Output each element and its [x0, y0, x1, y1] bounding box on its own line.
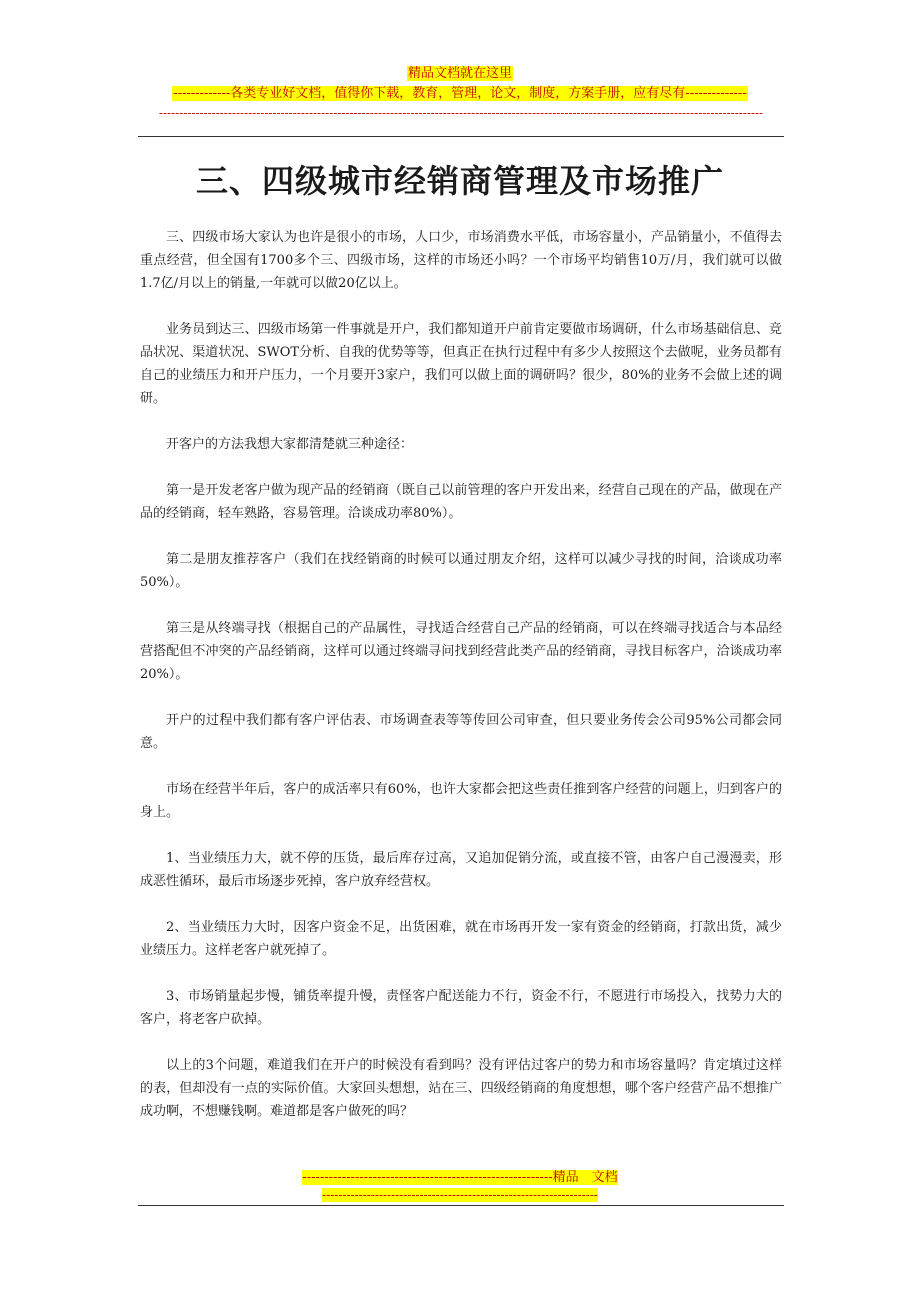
footer-divider [138, 1205, 784, 1206]
paragraph: 业务员到达三、四级市场第一件事就是开户，我们都知道开户前肯定要做市场调研，什么市场基础信息、竞品状况、渠道状况、SWOT分析、自我的优势等等，但真正在执行过程中有多少人按照这个去做呢，业务员都有自己的业绩压力和开户压力，一个月要开3家户，我们可以做上面的调研吗？很少，80%的业务不会做上述的调研。 [140, 322, 782, 406]
paragraph: 1、当业绩压力大，就不停的压货，最后库存过高，又追加促销分流，或直接不管，由客户自己漫漫卖，形成恶性循环，最后市场逐步死掉，客户放弃经营权。 [140, 851, 782, 889]
paragraph: 第三是从终端寻找（根据自己的产品属性，寻找适合经营自己产品的经销商，可以在终端寻找适合与本品经营搭配但不冲突的产品经销商，这样可以通过终端寻问找到经营此类产品的经销商，寻找目标客户，洽谈成功率20%）。 [140, 621, 782, 682]
paragraph: 以上的3个问题，难道我们在开户的时候没有看到吗？没有评估过客户的势力和市场容量吗？肯定填过这样的表，但却没有一点的实际价值。大家回头想想，站在三、四级经销商的角度想想，哪个客户经营产品不想推广成功啊，不想赚钱啊。难道都是客户做死的吗？ [140, 1058, 782, 1119]
header-tagline-text: 精品文档就在这里 [407, 66, 512, 81]
paragraph: 三、四级市场大家认为也许是很小的市场，人口少，市场消费水平低，市场容量小，产品销量小，不值得去重点经营，但全国有1700多个三、四级市场，这样的市场还小吗？一个市场平均销售10万/月，我们就可以做1.7亿/月以上的销量,一年就可以做20亿以上。 [140, 230, 782, 291]
header-dash-line: ----------------------------------------------------------------------------------------------------------------------------------------------------- [158, 106, 764, 120]
footer-dash-text: -------------------------------------------------------------------- [322, 1188, 598, 1202]
header-tagline [0, 66, 920, 82]
footer-label [0, 1170, 920, 1186]
document-body [140, 226, 782, 1146]
document-title: 三、四级城市经销商管理及市场推广 [195, 162, 724, 200]
paragraph: 第二是朋友推荐客户（我们在找经销商的时候可以通过朋友介绍，这样可以减少寻找的时间，洽谈成功率50%）。 [140, 552, 782, 590]
paragraph: 开户的过程中我们都有客户评估表、市场调查表等等传回公司审查，但只要业务传会公司95%公司都会同意。 [140, 713, 782, 751]
footer-label-text: ---------------------------------------------------------精品 文档 [302, 1170, 618, 1185]
paragraph: 开客户的方法我想大家都清楚就三种途径： [166, 437, 414, 452]
paragraph: 2、当业绩压力大时，因客户资金不足，出货困难，就在市场再开发一家有资金的经销商，打款出货，减少业绩压力。这样老客户就死掉了。 [140, 920, 782, 958]
footer-dash-line [0, 1188, 920, 1202]
header-divider [138, 136, 784, 137]
header-banner-text: -------------各类专业好文档，值得你下载，教育，管理，论文，制度，方案手册，应有尽有-------------- [173, 86, 747, 101]
paragraph: 第一是开发老客户做为现产品的经销商（既自己以前管理的客户开发出来，经营自己现在的产品，做现在产品的经销商，轻车熟路，容易管理。洽谈成功率80%）。 [140, 483, 782, 521]
paragraph: 市场在经营半年后，客户的成活率只有60%，也许大家都会把这些责任推到客户经营的问题上，归到客户的身上。 [140, 782, 782, 820]
header-banner [0, 86, 920, 102]
paragraph: 3、市场销量起步慢，铺货率提升慢，责怪客户配送能力不行，资金不行，不愿进行市场投入，找势力大的客户，将老客户砍掉。 [140, 989, 782, 1027]
